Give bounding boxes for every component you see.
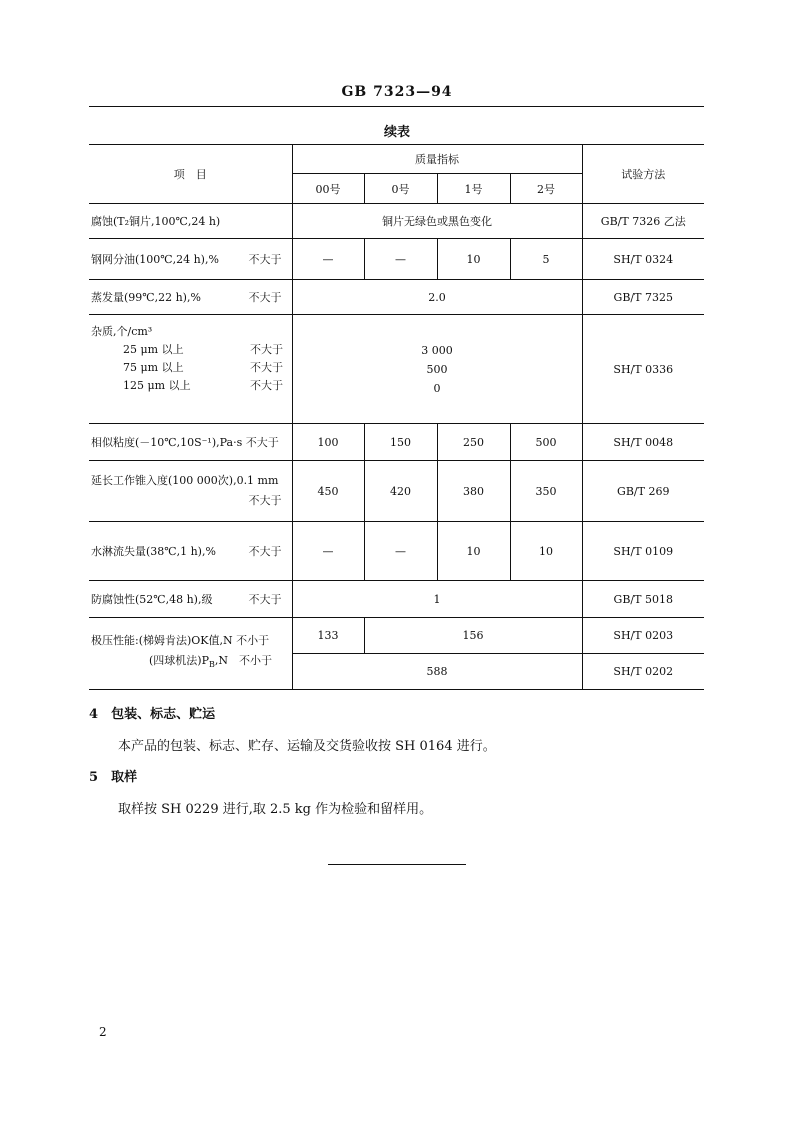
row-visc-method: SH/T 0048 <box>582 424 704 461</box>
row-ep-m2: SH/T 0202 <box>582 654 704 690</box>
row-anticorr-item: 防腐蚀性(52℃,48 h),级 <box>91 593 213 606</box>
table-row <box>89 239 704 280</box>
section-5-body: 取样按 SH 0229 进行,取 2.5 kg 作为检验和留样用。 <box>118 802 433 817</box>
row-impurity-sub2: 75 μm 以上 <box>123 361 184 374</box>
row-corrosion-method: GB/T 7326 乙法 <box>582 204 704 239</box>
end-rule <box>328 864 466 865</box>
table-row <box>89 280 704 315</box>
row-oilsep-method: SH/T 0324 <box>582 239 704 280</box>
section-5-title: 取样 <box>111 770 138 785</box>
row-water-v00: — <box>292 522 364 581</box>
row-visc-v2: 500 <box>510 424 582 461</box>
table-caption: 续表 <box>383 125 410 140</box>
section-5-number: 5 <box>89 770 99 785</box>
row-water-v2: 10 <box>510 522 582 581</box>
row-impurity-limit3: 不大于 <box>250 379 283 392</box>
row-pen-limit: 不大于 <box>248 494 282 507</box>
row-evap-method: GB/T 7325 <box>582 280 704 315</box>
row-visc-item: 相似粘度(－10℃,10S⁻¹),Pa·s 不大于 <box>89 424 292 461</box>
row-corrosion-item: 腐蚀(T₂铜片,100℃,24 h) <box>89 204 292 239</box>
row-oilsep-item: 钢网分油(100℃,24 h),% <box>91 253 219 266</box>
table-row <box>89 618 704 654</box>
table-row <box>89 461 704 522</box>
row-impurity-sub1: 25 μm 以上 <box>123 343 184 356</box>
section-4-heading <box>89 703 215 722</box>
row-oilsep-v2: 5 <box>510 239 582 280</box>
row-ep-v1: 133 <box>292 618 364 654</box>
table-row <box>89 424 704 461</box>
row-ep-m1: SH/T 0203 <box>582 618 704 654</box>
row-corrosion-value: 铜片无绿色或黑色变化 <box>292 204 582 239</box>
row-impurity-v2: 500 <box>426 362 448 376</box>
row-evap-value: 2.0 <box>292 280 582 315</box>
row-pen-method: GB/T 269 <box>582 461 704 522</box>
section-4-title: 包装、标志、贮运 <box>111 707 216 722</box>
row-impurity-limit1: 不大于 <box>250 343 283 356</box>
row-oilsep-limit: 不大于 <box>248 253 282 266</box>
row-water-v1: 10 <box>437 522 510 581</box>
table-row <box>89 315 704 424</box>
section-4-body: 本产品的包装、标志、贮存、运输及交货验收按 SH 0164 进行。 <box>118 739 496 754</box>
row-pen-v00: 450 <box>292 461 364 522</box>
section-4-number: 4 <box>89 707 99 722</box>
section-5-heading <box>89 766 137 785</box>
row-ep-item2: (四球机法)P <box>149 654 209 668</box>
row-water-limit: 不大于 <box>248 545 282 558</box>
row-impurity-v1: 3 000 <box>421 343 453 357</box>
page-number: 2 <box>99 1025 107 1039</box>
row-water-method: SH/T 0109 <box>582 522 704 581</box>
header-grade-0: 0号 <box>364 174 437 204</box>
row-oilsep-v0: — <box>364 239 437 280</box>
row-pen-v0: 420 <box>364 461 437 522</box>
row-anticorr-limit: 不大于 <box>248 593 282 606</box>
table-row <box>89 522 704 581</box>
row-ep-item2-tail: ,N 不小于 <box>214 654 272 668</box>
header-grade-1: 1号 <box>437 174 510 204</box>
row-ep-v3: 588 <box>292 654 582 690</box>
standard-number: GB 7323—94 <box>341 84 453 100</box>
row-pen-item: 延长工作锥入度(100 000次),0.1 mm <box>91 474 279 487</box>
header-rule <box>89 106 704 107</box>
row-water-item: 水淋流失量(38℃,1 h),% <box>91 545 216 558</box>
row-water-v0: — <box>364 522 437 581</box>
row-impurity-v3: 0 <box>433 381 441 395</box>
header-method: 试验方法 <box>582 145 704 204</box>
row-oilsep-v00: — <box>292 239 364 280</box>
row-impurity-method: SH/T 0336 <box>582 315 704 424</box>
header-item: 项 目 <box>89 145 292 204</box>
header-quality: 质量指标 <box>292 145 582 174</box>
row-pen-v1: 380 <box>437 461 510 522</box>
row-impurity-limit2: 不大于 <box>250 361 283 374</box>
row-visc-v0: 150 <box>364 424 437 461</box>
header-grade-00: 00号 <box>292 174 364 204</box>
row-ep-v2: 156 <box>364 618 582 654</box>
table-row <box>89 204 704 239</box>
row-ep-item2-sub: B <box>208 660 215 670</box>
table-row <box>89 581 704 618</box>
header-grade-2: 2号 <box>510 174 582 204</box>
row-anticorr-value: 1 <box>292 581 582 618</box>
row-ep-item1: 极压性能:(梯姆肯法)OK值,N 不小于 <box>91 634 270 648</box>
spec-table <box>89 144 704 690</box>
row-visc-v1: 250 <box>437 424 510 461</box>
row-evap-limit: 不大于 <box>248 291 282 304</box>
row-visc-v00: 100 <box>292 424 364 461</box>
row-pen-v2: 350 <box>510 461 582 522</box>
row-anticorr-method: GB/T 5018 <box>582 581 704 618</box>
row-impurity-sub3: 125 μm 以上 <box>123 379 191 392</box>
row-evap-item: 蒸发量(99℃,22 h),% <box>91 291 201 304</box>
row-oilsep-v1: 10 <box>437 239 510 280</box>
row-impurity-item: 杂质,个/cm³ <box>91 325 153 338</box>
